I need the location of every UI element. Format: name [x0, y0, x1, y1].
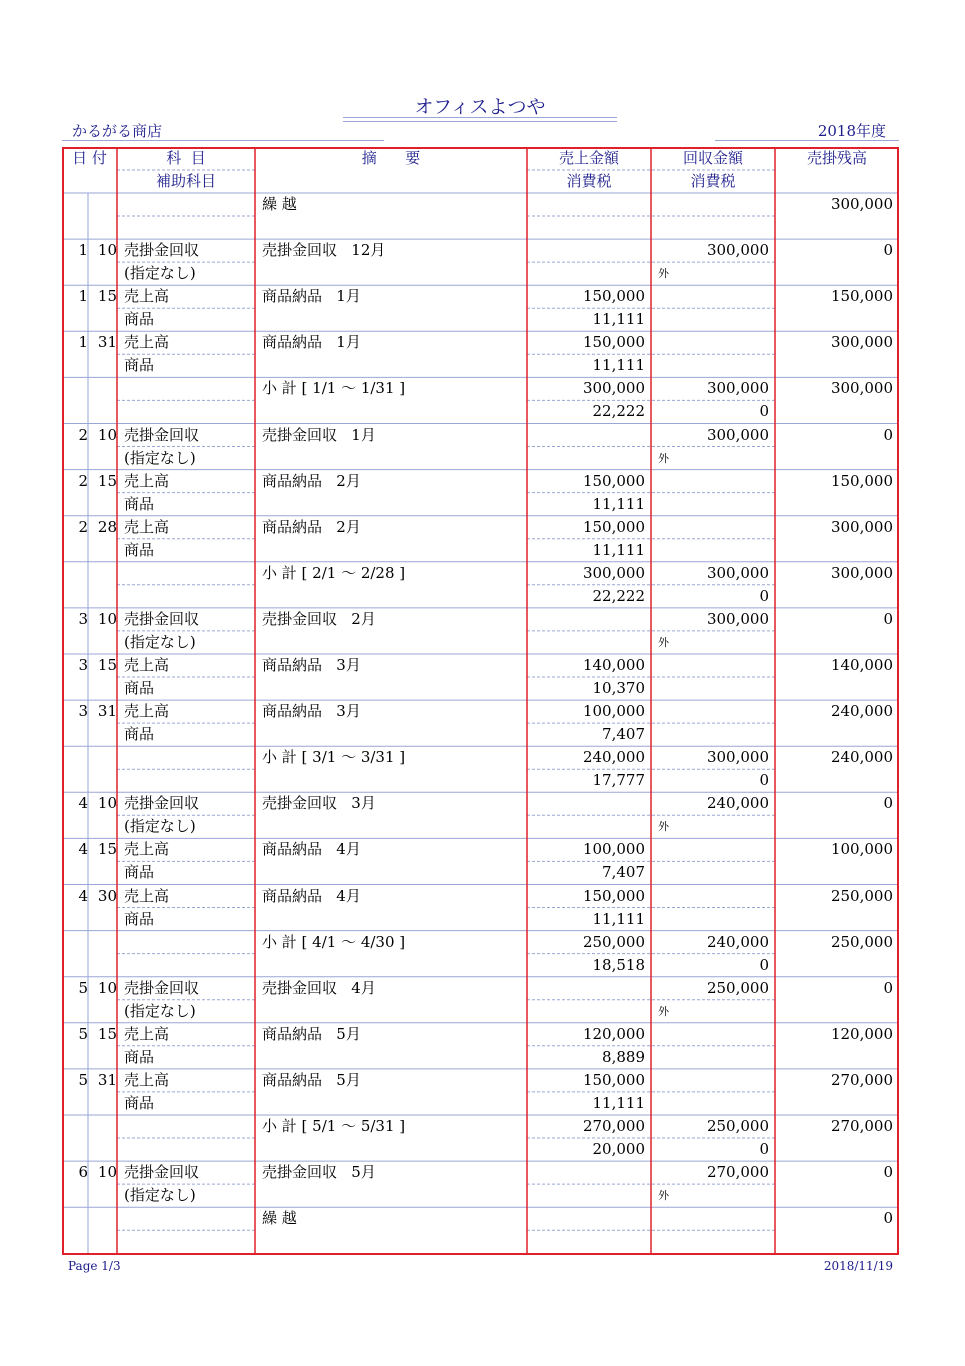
cell-sales-tax — [527, 1230, 645, 1253]
cell-day — [88, 931, 117, 954]
cell-account: 売上高 — [124, 1070, 170, 1089]
cell-month: 2 — [78, 471, 88, 490]
cell-day — [88, 193, 117, 216]
cell-sub-account: (指定なし) — [124, 448, 196, 467]
cell-month: 4 — [78, 794, 88, 813]
cell-collected-tax — [651, 1230, 769, 1253]
cell-month: 3 — [78, 656, 88, 674]
cell-description: 売掛金回収 4月 — [262, 978, 376, 997]
company-underline-2 — [343, 121, 617, 122]
cell-sales-amount — [527, 977, 645, 1000]
cell-month — [62, 562, 88, 585]
cell-balance: 150,000 — [830, 471, 893, 490]
fiscal-year-underline — [715, 140, 899, 141]
cell-description: 商品納品 3月 — [262, 656, 361, 674]
cell-collected-amount — [651, 331, 769, 354]
cell-collected-amount — [651, 193, 769, 216]
cell-account — [124, 1207, 255, 1230]
cell-collected-amount — [651, 654, 769, 677]
cell-sub-account: 商品 — [124, 863, 155, 882]
cell-collected-amount: 300,000 — [706, 609, 769, 628]
cell-day — [88, 1207, 117, 1230]
col-account-header: 科 目 — [166, 149, 206, 167]
cell-collected-amount — [651, 885, 769, 908]
cell-account: 売上高 — [124, 1024, 170, 1043]
cell-sales-amount: 100,000 — [582, 840, 645, 859]
cell-description: 小 計 [ 4/1 〜 4/30 ] — [262, 932, 406, 951]
cell-balance: 0 — [883, 1163, 893, 1182]
cell-month — [62, 1115, 88, 1138]
cell-month: 4 — [78, 840, 88, 859]
cell-sales-amount: 250,000 — [582, 932, 645, 951]
cell-day: 10 — [97, 978, 117, 997]
cell-collected-amount — [651, 516, 769, 539]
cell-day: 15 — [97, 1024, 117, 1043]
cell-collected-tax: 0 — [759, 1140, 769, 1158]
cell-sales-tax: 11,111 — [592, 1093, 645, 1112]
cell-collected-amount: 300,000 — [706, 425, 769, 444]
cell-sub-account: 商品 — [124, 540, 155, 559]
cell-day: 10 — [97, 609, 117, 628]
cell-description: 商品納品 3月 — [262, 702, 361, 721]
cell-balance: 140,000 — [830, 656, 893, 674]
cell-collected-amount: 270,000 — [706, 1163, 769, 1182]
cell-day: 28 — [97, 517, 117, 536]
cell-sales-amount — [527, 608, 645, 631]
cell-collected-tax — [651, 723, 769, 746]
cell-sub-account — [124, 585, 255, 608]
cell-account: 売掛金回収 — [124, 609, 200, 628]
cell-balance: 120,000 — [830, 1024, 893, 1043]
cell-sales-tax: 11,111 — [592, 310, 645, 329]
cell-sales-amount: 150,000 — [582, 333, 645, 352]
cell-sales-amount: 150,000 — [582, 517, 645, 536]
cell-description: 小 計 [ 1/1 〜 1/31 ] — [262, 379, 406, 398]
cell-day: 15 — [97, 471, 117, 490]
cell-collected-tax: 外 — [658, 635, 669, 649]
cell-day: 15 — [97, 287, 117, 306]
cell-collected-amount: 300,000 — [706, 241, 769, 260]
col-tax-header: 消費税 — [566, 172, 612, 190]
print-date: 2018/11/19 — [823, 1259, 893, 1273]
cell-collected-amount — [651, 470, 769, 493]
col-date-header: 日 付 — [72, 149, 107, 167]
cell-sales-tax: 17,777 — [592, 771, 645, 790]
cell-day: 31 — [97, 702, 117, 721]
cell-month: 5 — [78, 978, 88, 997]
col-description-header: 摘 要 — [361, 149, 421, 167]
cell-sales-amount: 100,000 — [582, 702, 645, 721]
cell-collected-tax: 外 — [658, 1189, 669, 1203]
cell-sales-tax: 7,407 — [602, 863, 645, 882]
cell-balance: 270,000 — [830, 1117, 893, 1135]
cell-sales-amount: 150,000 — [582, 287, 645, 306]
cell-sales-tax — [527, 1000, 645, 1023]
cell-account — [124, 1115, 255, 1138]
cell-collected-amount — [651, 838, 769, 861]
cell-sub-account — [124, 1138, 255, 1161]
cell-sales-tax: 11,111 — [592, 909, 645, 928]
cell-sub-account: 商品 — [124, 1047, 155, 1066]
company-underline — [343, 117, 617, 118]
cell-collected-tax — [651, 1092, 769, 1115]
cell-sub-account: (指定なし) — [124, 632, 196, 651]
cell-collected-amount: 300,000 — [706, 563, 769, 582]
cell-day — [88, 377, 117, 400]
cell-balance: 100,000 — [830, 840, 893, 859]
cell-description: 売掛金回収 3月 — [262, 794, 376, 813]
cell-sub-account — [124, 216, 255, 239]
cell-description: 小 計 [ 5/1 〜 5/31 ] — [262, 1117, 406, 1135]
cell-balance: 240,000 — [830, 748, 893, 767]
cell-sales-amount — [527, 193, 645, 216]
cell-sub-account: (指定なし) — [124, 1001, 196, 1020]
cell-sales-amount: 300,000 — [582, 379, 645, 398]
cell-balance: 300,000 — [830, 517, 893, 536]
cell-month — [62, 1207, 88, 1230]
cell-description: 商品納品 5月 — [262, 1024, 361, 1043]
cell-sub-account — [124, 954, 255, 977]
cell-sub-account — [124, 769, 255, 792]
cell-balance: 270,000 — [830, 1070, 893, 1089]
cell-account: 売上高 — [124, 702, 170, 721]
cell-month — [62, 746, 88, 769]
cell-sub-account: 商品 — [124, 725, 155, 744]
cell-collected-tax — [651, 539, 769, 562]
cell-description: 商品納品 2月 — [262, 517, 361, 536]
col-tax2-header: 消費税 — [690, 172, 736, 190]
cell-collected-amount: 300,000 — [706, 748, 769, 767]
cell-account: 売掛金回収 — [124, 978, 200, 997]
cell-account: 売上高 — [124, 886, 170, 905]
cell-description: 商品納品 1月 — [262, 287, 361, 306]
cell-collected-amount: 250,000 — [706, 978, 769, 997]
cell-description: 商品納品 2月 — [262, 471, 361, 490]
cell-month — [62, 193, 88, 216]
cell-collected-tax: 0 — [759, 402, 769, 421]
cell-account — [124, 746, 255, 769]
cell-collected-amount: 240,000 — [706, 932, 769, 951]
cell-description: 売掛金回収 1月 — [262, 425, 376, 444]
cell-sales-tax: 11,111 — [592, 494, 645, 513]
cell-collected-tax — [651, 354, 769, 377]
cell-sub-account: 商品 — [124, 356, 155, 375]
cell-description: 売掛金回収 12月 — [262, 241, 386, 260]
cell-balance: 0 — [883, 609, 893, 628]
cell-sales-tax — [527, 262, 645, 285]
cell-sales-tax: 11,111 — [592, 356, 645, 375]
cell-account — [124, 931, 255, 954]
cell-sales-tax: 11,111 — [592, 540, 645, 559]
cell-balance: 0 — [883, 794, 893, 813]
cell-collected-amount: 250,000 — [706, 1117, 769, 1135]
cell-sales-amount: 150,000 — [582, 1070, 645, 1089]
cell-day: 15 — [97, 656, 117, 674]
cell-description: 売掛金回収 5月 — [262, 1163, 376, 1182]
cell-sales-amount: 270,000 — [582, 1117, 645, 1135]
cell-sales-amount — [527, 1161, 645, 1184]
cell-sales-amount — [527, 239, 645, 262]
cell-account: 売掛金回収 — [124, 425, 200, 444]
cell-day — [88, 746, 117, 769]
cell-collected-tax — [651, 908, 769, 931]
cell-sub-account: 商品 — [124, 494, 155, 513]
cell-day: 10 — [97, 425, 117, 444]
cell-account: 売掛金回収 — [124, 241, 200, 260]
cell-sales-tax: 22,222 — [592, 402, 645, 421]
cell-balance: 240,000 — [830, 702, 893, 721]
cell-balance: 150,000 — [830, 287, 893, 306]
cell-description: 繰 越 — [262, 1209, 297, 1228]
cell-sales-amount — [527, 1207, 645, 1230]
cell-collected-tax: 外 — [658, 820, 669, 834]
cell-month: 5 — [78, 1070, 88, 1089]
cell-collected-amount — [651, 1207, 769, 1230]
cell-collected-tax: 0 — [759, 771, 769, 790]
cell-account: 売上高 — [124, 287, 170, 306]
col-sales-header: 売上金額 — [558, 149, 619, 167]
cell-day: 30 — [97, 886, 117, 905]
cell-collected-tax: 0 — [759, 586, 769, 605]
cell-collected-amount: 240,000 — [706, 794, 769, 813]
cell-day: 10 — [97, 1163, 117, 1182]
cell-balance: 300,000 — [830, 563, 893, 582]
cell-day: 10 — [97, 241, 117, 260]
cell-month: 1 — [78, 333, 88, 352]
cell-month: 5 — [78, 1024, 88, 1043]
cell-balance: 300,000 — [830, 379, 893, 398]
cell-sales-amount: 240,000 — [582, 748, 645, 767]
cell-sales-tax — [527, 216, 645, 239]
cell-month — [62, 931, 88, 954]
cell-description: 商品納品 5月 — [262, 1070, 361, 1089]
cell-balance: 250,000 — [830, 932, 893, 951]
cell-collected-tax — [651, 677, 769, 700]
cell-collected-tax: 外 — [658, 1004, 669, 1018]
cell-description: 商品納品 1月 — [262, 333, 361, 352]
cell-balance: 0 — [883, 1209, 893, 1228]
col-balance-header: 売掛残高 — [806, 149, 867, 167]
cell-collected-amount — [651, 1023, 769, 1046]
cell-month: 1 — [78, 287, 88, 306]
cell-sales-tax: 18,518 — [592, 955, 645, 974]
cell-description: 売掛金回収 2月 — [262, 609, 376, 628]
page-number: Page 1/3 — [68, 1259, 121, 1273]
company-name: オフィスよつや — [414, 96, 546, 118]
cell-description: 商品納品 4月 — [262, 840, 361, 859]
cell-collected-amount — [651, 700, 769, 723]
cell-sub-account: (指定なし) — [124, 817, 196, 836]
cell-sales-amount: 140,000 — [582, 656, 645, 674]
cell-month: 1 — [78, 241, 88, 260]
cell-sub-account: 商品 — [124, 679, 155, 697]
cell-account: 売掛金回収 — [124, 794, 200, 813]
ledger-table — [62, 147, 899, 1255]
cell-sub-account — [124, 1230, 255, 1253]
cell-sales-amount: 150,000 — [582, 886, 645, 905]
customer-underline — [62, 140, 384, 141]
cell-sub-account: 商品 — [124, 1093, 155, 1112]
cell-sales-amount: 150,000 — [582, 471, 645, 490]
cell-sales-tax — [527, 1184, 645, 1207]
cell-day: 31 — [97, 333, 117, 352]
cell-sub-account: (指定なし) — [124, 264, 196, 283]
cell-balance: 0 — [883, 425, 893, 444]
cell-month: 3 — [78, 609, 88, 628]
cell-balance: 250,000 — [830, 886, 893, 905]
cell-month: 6 — [78, 1163, 88, 1182]
cell-collected-tax — [651, 308, 769, 331]
cell-account: 売上高 — [124, 840, 170, 859]
cell-month — [62, 377, 88, 400]
cell-day: 31 — [97, 1070, 117, 1089]
cell-collected-amount: 300,000 — [706, 379, 769, 398]
col-subaccount-header: 補助科目 — [155, 172, 216, 190]
cell-sales-tax — [527, 631, 645, 654]
cell-collected-tax: 0 — [759, 955, 769, 974]
cell-balance: 300,000 — [830, 195, 893, 213]
cell-collected-tax — [651, 861, 769, 884]
cell-month: 3 — [78, 702, 88, 721]
cell-sales-amount: 300,000 — [582, 563, 645, 582]
cell-account: 売上高 — [124, 333, 170, 352]
cell-sub-account: (指定なし) — [124, 1186, 196, 1205]
cell-account: 売上高 — [124, 517, 170, 536]
fiscal-year: 2018年度 — [817, 122, 886, 140]
cell-balance: 300,000 — [830, 333, 893, 352]
cell-sub-account: 商品 — [124, 310, 155, 329]
cell-collected-tax: 外 — [658, 451, 669, 465]
cell-month: 2 — [78, 425, 88, 444]
cell-collected-tax: 外 — [658, 267, 669, 281]
cell-collected-tax — [651, 216, 769, 239]
cell-sales-tax: 20,000 — [592, 1140, 645, 1158]
cell-day: 10 — [97, 794, 117, 813]
cell-collected-amount — [651, 1069, 769, 1092]
cell-description: 小 計 [ 2/1 〜 2/28 ] — [262, 563, 406, 582]
cell-description: 小 計 [ 3/1 〜 3/31 ] — [262, 748, 406, 767]
cell-collected-amount — [651, 285, 769, 308]
cell-account: 売掛金回収 — [124, 1163, 200, 1182]
cell-sales-tax: 10,370 — [592, 679, 645, 697]
cell-balance: 0 — [883, 241, 893, 260]
cell-account: 売上高 — [124, 471, 170, 490]
cell-collected-tax — [651, 493, 769, 516]
cell-description: 繰 越 — [262, 195, 297, 213]
cell-day: 15 — [97, 840, 117, 859]
cell-account: 売上高 — [124, 656, 170, 674]
cell-sales-tax: 7,407 — [602, 725, 645, 744]
cell-balance: 0 — [883, 978, 893, 997]
cell-month: 2 — [78, 517, 88, 536]
customer-name: かるがる商店 — [72, 122, 163, 140]
cell-month: 4 — [78, 886, 88, 905]
cell-collected-tax — [651, 1046, 769, 1069]
cell-day — [88, 1115, 117, 1138]
cell-sales-amount — [527, 792, 645, 815]
cell-account — [124, 377, 255, 400]
cell-sales-amount: 120,000 — [582, 1024, 645, 1043]
cell-sub-account: 商品 — [124, 909, 155, 928]
cell-sub-account — [124, 400, 255, 423]
cell-sales-tax — [527, 447, 645, 470]
cell-sales-tax: 22,222 — [592, 586, 645, 605]
cell-sales-tax — [527, 815, 645, 838]
cell-sales-amount — [527, 424, 645, 447]
cell-sales-tax: 8,889 — [602, 1047, 645, 1066]
cell-account — [124, 193, 255, 216]
cell-day — [88, 562, 117, 585]
cell-account — [124, 562, 255, 585]
col-collected-header: 回収金額 — [682, 149, 743, 167]
cell-description: 商品納品 4月 — [262, 886, 361, 905]
